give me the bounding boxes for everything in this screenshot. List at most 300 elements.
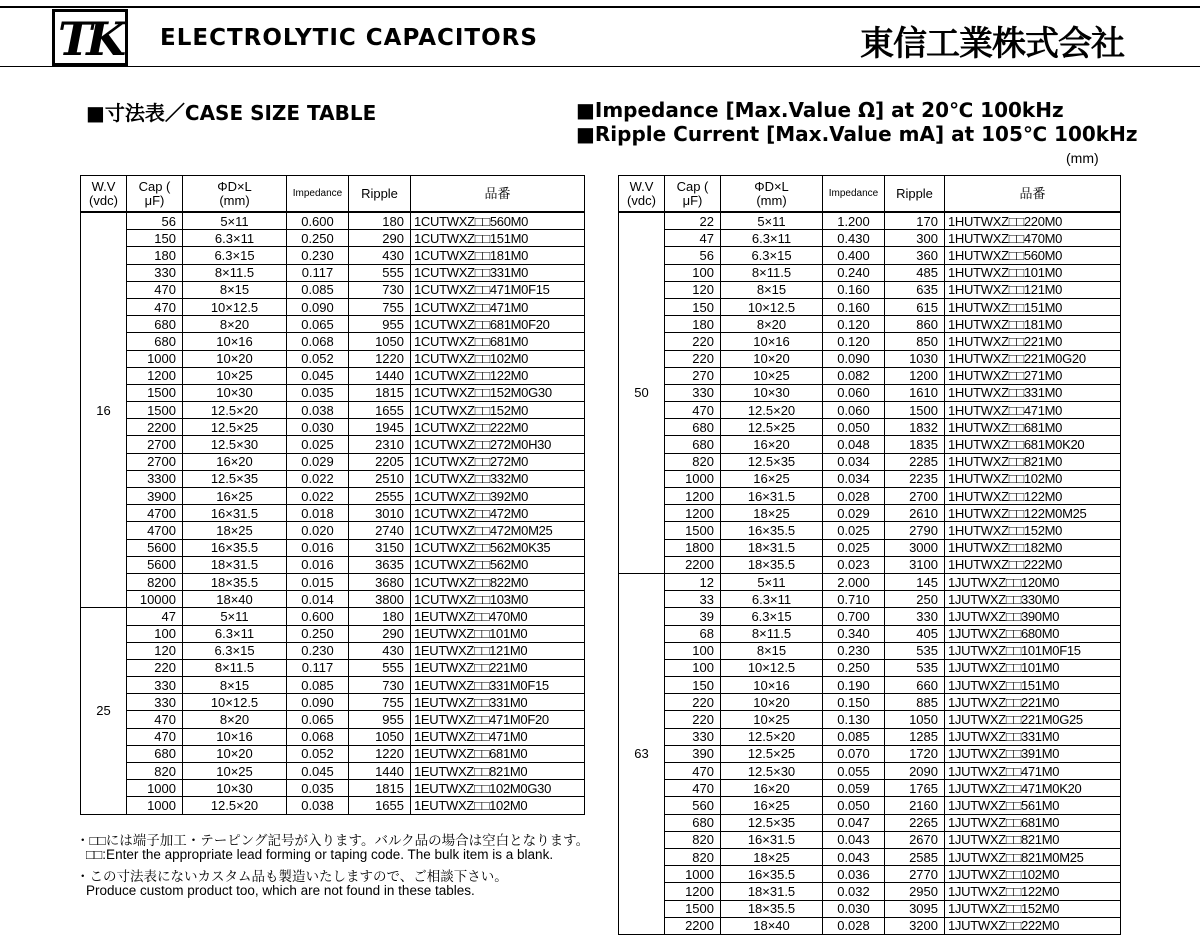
dimension-cell: 8×15 <box>721 281 823 298</box>
column-header: ΦD×L (mm) <box>721 176 823 213</box>
capacitance-cell: 2200 <box>665 917 721 934</box>
voltage-cell: 16 <box>81 212 127 608</box>
note-line-1: ・□□には端子加工・テーピング記号が入ります。バルク品の場合は空白となります。 <box>76 833 590 848</box>
impedance-cell: 2.000 <box>823 573 885 590</box>
table-row <box>619 711 1121 728</box>
table-row <box>81 659 585 676</box>
dimension-cell: 5×11 <box>721 573 823 590</box>
capacitance-cell: 1200 <box>665 505 721 522</box>
capacitance-cell: 56 <box>665 247 721 264</box>
table-row <box>619 367 1121 384</box>
dimension-cell: 10×25 <box>183 763 287 780</box>
ripple-cell: 2235 <box>885 470 945 487</box>
ripple-cell: 2790 <box>885 522 945 539</box>
capacitance-cell: 1800 <box>665 539 721 556</box>
dimension-cell: 10×25 <box>721 711 823 728</box>
dimension-cell: 10×20 <box>721 350 823 367</box>
impedance-cell: 0.014 <box>287 591 349 608</box>
ripple-cell: 2205 <box>349 453 411 470</box>
capacitance-cell: 220 <box>127 659 183 676</box>
ripple-cell: 850 <box>885 333 945 350</box>
impedance-heading: ■Impedance [Max.Value Ω] at 20℃ 100kHz <box>576 98 1064 122</box>
dimension-cell: 18×25 <box>721 505 823 522</box>
ripple-cell: 1285 <box>885 728 945 745</box>
dimension-cell: 8×11.5 <box>183 659 287 676</box>
impedance-cell: 0.028 <box>823 488 885 505</box>
table-row <box>81 419 585 436</box>
capacitance-cell: 680 <box>127 745 183 762</box>
impedance-cell: 0.240 <box>823 264 885 281</box>
ripple-cell: 1220 <box>349 745 411 762</box>
dimension-cell: 6.3×11 <box>721 591 823 608</box>
table-row <box>81 350 585 367</box>
table-row <box>81 281 585 298</box>
ripple-cell: 3680 <box>349 573 411 590</box>
table-row <box>81 797 585 814</box>
impedance-cell: 0.047 <box>823 814 885 831</box>
part-number-cell: 1CUTWXZ□□181M0 <box>411 247 585 264</box>
table-row <box>619 556 1121 573</box>
part-number-cell: 1HUTWXZ□□331M0 <box>945 384 1121 401</box>
ripple-cell: 1655 <box>349 797 411 814</box>
table-row <box>619 436 1121 453</box>
ripple-cell: 1835 <box>885 436 945 453</box>
ripple-cell: 180 <box>349 212 411 230</box>
dimension-cell: 16×25 <box>721 797 823 814</box>
part-number-cell: 1JUTWXZ□□221M0G25 <box>945 711 1121 728</box>
ripple-cell: 2670 <box>885 831 945 848</box>
dimension-cell: 16×31.5 <box>721 488 823 505</box>
impedance-cell: 0.710 <box>823 591 885 608</box>
capacitance-cell: 39 <box>665 608 721 625</box>
impedance-cell: 0.120 <box>823 316 885 333</box>
part-number-cell: 1CUTWXZ□□681M0F20 <box>411 316 585 333</box>
table-row <box>81 745 585 762</box>
ripple-cell: 1610 <box>885 384 945 401</box>
part-number-cell: 1CUTWXZ□□122M0 <box>411 367 585 384</box>
impedance-cell: 0.035 <box>287 384 349 401</box>
capacitance-cell: 5600 <box>127 556 183 573</box>
table-row <box>81 728 585 745</box>
capacitance-cell: 560 <box>665 797 721 814</box>
impedance-cell: 0.045 <box>287 367 349 384</box>
dimension-cell: 16×25 <box>721 470 823 487</box>
voltage-cell: 25 <box>81 608 127 814</box>
note-line-3: ・この寸法表にないカスタム品も製造いたしますので、ご相談下さい。 <box>76 869 508 884</box>
impedance-cell: 0.038 <box>287 402 349 419</box>
dimension-cell: 12.5×25 <box>721 745 823 762</box>
capacitance-cell: 270 <box>665 367 721 384</box>
dimension-cell: 8×20 <box>183 711 287 728</box>
capacitance-cell: 2200 <box>127 419 183 436</box>
table-row <box>619 780 1121 797</box>
capacitance-cell: 100 <box>665 264 721 281</box>
ripple-cell: 615 <box>885 298 945 315</box>
impedance-cell: 0.190 <box>823 677 885 694</box>
table-row <box>81 780 585 797</box>
part-number-cell: 1CUTWXZ□□392M0 <box>411 488 585 505</box>
capacitance-cell: 330 <box>127 677 183 694</box>
dimension-cell: 18×35.5 <box>183 573 287 590</box>
table-row <box>619 694 1121 711</box>
capacitance-cell: 5600 <box>127 539 183 556</box>
table-row <box>619 264 1121 281</box>
capacitance-cell: 330 <box>665 728 721 745</box>
ripple-cell: 955 <box>349 711 411 728</box>
capacitance-cell: 470 <box>665 402 721 419</box>
impedance-cell: 0.117 <box>287 659 349 676</box>
dimension-cell: 5×11 <box>183 608 287 625</box>
impedance-cell: 0.048 <box>823 436 885 453</box>
capacitance-cell: 1500 <box>127 402 183 419</box>
column-header: W.V (vdc) <box>619 176 665 213</box>
part-number-cell: 1JUTWXZ□□821M0 <box>945 831 1121 848</box>
capacitance-cell: 820 <box>665 831 721 848</box>
impedance-cell: 0.085 <box>287 677 349 694</box>
table-row <box>619 281 1121 298</box>
ripple-cell: 660 <box>885 677 945 694</box>
part-number-cell: 1JUTWXZ□□120M0 <box>945 573 1121 590</box>
capacitance-cell: 3900 <box>127 488 183 505</box>
part-number-cell: 1CUTWXZ□□222M0 <box>411 419 585 436</box>
ripple-cell: 2950 <box>885 883 945 900</box>
capacitance-cell: 680 <box>127 316 183 333</box>
capacitance-cell: 1200 <box>127 367 183 384</box>
impedance-cell: 0.018 <box>287 505 349 522</box>
table-row <box>619 539 1121 556</box>
capacitance-cell: 4700 <box>127 522 183 539</box>
impedance-cell: 0.050 <box>823 797 885 814</box>
column-header: 品番 <box>411 176 585 213</box>
ripple-cell: 430 <box>349 247 411 264</box>
part-number-cell: 1HUTWXZ□□471M0 <box>945 402 1121 419</box>
dimension-cell: 12.5×35 <box>721 453 823 470</box>
impedance-cell: 0.023 <box>823 556 885 573</box>
impedance-cell: 0.065 <box>287 711 349 728</box>
impedance-cell: 0.052 <box>287 350 349 367</box>
header-row <box>81 176 585 213</box>
ripple-cell: 2770 <box>885 866 945 883</box>
table-row <box>619 900 1121 917</box>
table-row <box>81 264 585 281</box>
table-row <box>81 384 585 401</box>
table-row <box>619 212 1121 230</box>
impedance-cell: 0.016 <box>287 539 349 556</box>
impedance-cell: 0.050 <box>823 419 885 436</box>
capacitance-cell: 100 <box>665 659 721 676</box>
table-row <box>81 333 585 350</box>
ripple-cell: 145 <box>885 573 945 590</box>
impedance-cell: 0.400 <box>823 247 885 264</box>
capacitance-cell: 1000 <box>665 866 721 883</box>
capacitance-cell: 150 <box>665 298 721 315</box>
impedance-cell: 1.200 <box>823 212 885 230</box>
note-line-4: Produce custom product too, which are not found in these tables. <box>86 883 475 898</box>
dimension-cell: 8×15 <box>183 677 287 694</box>
part-number-cell: 1HUTWXZ□□222M0 <box>945 556 1121 573</box>
table-row <box>81 642 585 659</box>
part-number-cell: 1EUTWXZ□□101M0 <box>411 625 585 642</box>
part-number-cell: 1HUTWXZ□□470M0 <box>945 230 1121 247</box>
part-number-cell: 1CUTWXZ□□472M0 <box>411 505 585 522</box>
logo-text: TK <box>58 12 121 66</box>
impedance-cell: 0.035 <box>287 780 349 797</box>
dimension-cell: 10×16 <box>183 728 287 745</box>
part-number-cell: 1JUTWXZ□□390M0 <box>945 608 1121 625</box>
dimension-cell: 10×12.5 <box>721 659 823 676</box>
impedance-cell: 0.085 <box>287 281 349 298</box>
ripple-cell: 3150 <box>349 539 411 556</box>
impedance-cell: 0.230 <box>287 642 349 659</box>
impedance-cell: 0.090 <box>823 350 885 367</box>
table-body <box>81 212 585 814</box>
impedance-cell: 0.160 <box>823 281 885 298</box>
ripple-cell: 3010 <box>349 505 411 522</box>
part-number-cell: 1EUTWXZ□□821M0 <box>411 763 585 780</box>
table-row <box>81 453 585 470</box>
impedance-cell: 0.085 <box>823 728 885 745</box>
ripple-cell: 360 <box>885 247 945 264</box>
impedance-cell: 0.015 <box>287 573 349 590</box>
capacitance-cell: 150 <box>127 230 183 247</box>
table-row <box>619 848 1121 865</box>
capacitance-cell: 3300 <box>127 470 183 487</box>
ripple-cell: 1050 <box>349 333 411 350</box>
impedance-cell: 0.043 <box>823 831 885 848</box>
dimension-cell: 18×31.5 <box>183 556 287 573</box>
table-row <box>81 711 585 728</box>
impedance-cell: 0.068 <box>287 728 349 745</box>
capacitance-cell: 1500 <box>127 384 183 401</box>
ripple-cell: 1030 <box>885 350 945 367</box>
dimension-cell: 10×12.5 <box>721 298 823 315</box>
dimension-cell: 18×35.5 <box>721 900 823 917</box>
header-rule-top <box>0 6 1200 8</box>
ripple-cell: 755 <box>349 298 411 315</box>
table-header <box>81 176 585 213</box>
capacitance-cell: 33 <box>665 591 721 608</box>
dimension-cell: 10×16 <box>721 333 823 350</box>
voltage-cell: 63 <box>619 573 665 934</box>
part-number-cell: 1CUTWXZ□□151M0 <box>411 230 585 247</box>
table-row <box>81 298 585 315</box>
table-row <box>619 814 1121 831</box>
header-row <box>619 176 1121 213</box>
part-number-cell: 1CUTWXZ□□681M0 <box>411 333 585 350</box>
ripple-cell: 330 <box>885 608 945 625</box>
capacitance-cell: 220 <box>665 350 721 367</box>
capacitance-cell: 2700 <box>127 453 183 470</box>
table-row <box>81 625 585 642</box>
part-number-cell: 1JUTWXZ□□122M0 <box>945 883 1121 900</box>
capacitance-cell: 1000 <box>127 797 183 814</box>
table-row <box>619 677 1121 694</box>
part-number-cell: 1EUTWXZ□□121M0 <box>411 642 585 659</box>
ripple-cell: 2740 <box>349 522 411 539</box>
dimension-cell: 6.3×15 <box>721 608 823 625</box>
dimension-cell: 10×25 <box>721 367 823 384</box>
dimension-cell: 10×30 <box>183 780 287 797</box>
table-row <box>81 591 585 608</box>
capacitance-cell: 100 <box>127 625 183 642</box>
part-number-cell: 1CUTWXZ□□152M0 <box>411 402 585 419</box>
part-number-cell: 1JUTWXZ□□101M0 <box>945 659 1121 676</box>
part-number-cell: 1HUTWXZ□□181M0 <box>945 316 1121 333</box>
capacitance-cell: 2200 <box>665 556 721 573</box>
table-row <box>81 470 585 487</box>
part-number-cell: 1HUTWXZ□□681M0 <box>945 419 1121 436</box>
table-row <box>619 384 1121 401</box>
capacitance-cell: 1500 <box>665 900 721 917</box>
ripple-cell: 1945 <box>349 419 411 436</box>
part-number-cell: 1HUTWXZ□□122M0 <box>945 488 1121 505</box>
ripple-cell: 2700 <box>885 488 945 505</box>
impedance-cell: 0.120 <box>823 333 885 350</box>
dimension-cell: 5×11 <box>183 212 287 230</box>
impedance-cell: 0.029 <box>823 505 885 522</box>
capacitance-cell: 470 <box>665 763 721 780</box>
ripple-cell: 1500 <box>885 402 945 419</box>
part-number-cell: 1HUTWXZ□□221M0G20 <box>945 350 1121 367</box>
column-header: Cap ( μF) <box>665 176 721 213</box>
ripple-cell: 2585 <box>885 848 945 865</box>
dimension-cell: 16×35.5 <box>721 522 823 539</box>
part-number-cell: 1JUTWXZ□□680M0 <box>945 625 1121 642</box>
table-row <box>81 694 585 711</box>
ripple-cell: 300 <box>885 230 945 247</box>
table-row <box>619 402 1121 419</box>
impedance-cell: 0.130 <box>823 711 885 728</box>
dimension-cell: 12.5×30 <box>721 763 823 780</box>
ripple-cell: 290 <box>349 625 411 642</box>
capacitance-cell: 1000 <box>665 470 721 487</box>
ripple-cell: 180 <box>349 608 411 625</box>
dimension-cell: 18×31.5 <box>721 883 823 900</box>
part-number-cell: 1EUTWXZ□□102M0G30 <box>411 780 585 797</box>
dimension-cell: 6.3×15 <box>183 642 287 659</box>
dimension-cell: 12.5×20 <box>721 728 823 745</box>
dimension-cell: 8×11.5 <box>721 625 823 642</box>
ripple-cell: 535 <box>885 659 945 676</box>
impedance-cell: 0.036 <box>823 866 885 883</box>
dimension-cell: 16×25 <box>183 488 287 505</box>
column-header: ΦD×L (mm) <box>183 176 287 213</box>
dimension-cell: 18×25 <box>183 522 287 539</box>
impedance-cell: 0.025 <box>287 436 349 453</box>
ripple-cell: 555 <box>349 659 411 676</box>
ripple-cell: 1832 <box>885 419 945 436</box>
capacitance-cell: 8200 <box>127 573 183 590</box>
table-row <box>81 367 585 384</box>
dimension-cell: 16×20 <box>721 780 823 797</box>
capacitance-cell: 680 <box>127 333 183 350</box>
part-number-cell: 1JUTWXZ□□391M0 <box>945 745 1121 762</box>
part-number-cell: 1HUTWXZ□□101M0 <box>945 264 1121 281</box>
table-row <box>619 488 1121 505</box>
capacitance-cell: 1200 <box>665 488 721 505</box>
capacitance-cell: 820 <box>127 763 183 780</box>
header-rule-bottom <box>0 66 1200 67</box>
ripple-cell: 2310 <box>349 436 411 453</box>
part-number-cell: 1JUTWXZ□□102M0 <box>945 866 1121 883</box>
part-number-cell: 1EUTWXZ□□102M0 <box>411 797 585 814</box>
ripple-cell: 3100 <box>885 556 945 573</box>
capacitance-cell: 22 <box>665 212 721 230</box>
table-row <box>81 505 585 522</box>
dimension-cell: 8×20 <box>183 316 287 333</box>
impedance-cell: 0.028 <box>823 917 885 934</box>
capacitance-cell: 470 <box>665 780 721 797</box>
table-row <box>81 212 585 230</box>
part-number-cell: 1CUTWXZ□□562M0 <box>411 556 585 573</box>
part-number-cell: 1HUTWXZ□□821M0 <box>945 453 1121 470</box>
part-number-cell: 1EUTWXZ□□471M0F20 <box>411 711 585 728</box>
capacitance-cell: 470 <box>127 298 183 315</box>
part-number-cell: 1JUTWXZ□□471M0K20 <box>945 780 1121 797</box>
dimension-cell: 6.3×11 <box>721 230 823 247</box>
part-number-cell: 1CUTWXZ□□152M0G30 <box>411 384 585 401</box>
ripple-cell: 1655 <box>349 402 411 419</box>
dimension-cell: 16×31.5 <box>183 505 287 522</box>
capacitance-cell: 4700 <box>127 505 183 522</box>
impedance-cell: 0.052 <box>287 745 349 762</box>
table-row <box>81 402 585 419</box>
table-row <box>81 247 585 264</box>
impedance-cell: 0.250 <box>287 625 349 642</box>
case-size-table-left <box>80 175 585 815</box>
ripple-cell: 3635 <box>349 556 411 573</box>
part-number-cell: 1EUTWXZ□□681M0 <box>411 745 585 762</box>
part-number-cell: 1JUTWXZ□□101M0F15 <box>945 642 1121 659</box>
ripple-cell: 730 <box>349 281 411 298</box>
capacitance-cell: 220 <box>665 333 721 350</box>
capacitance-cell: 68 <box>665 625 721 642</box>
ripple-cell: 1050 <box>885 711 945 728</box>
table-row <box>619 866 1121 883</box>
part-number-cell: 1CUTWXZ□□102M0 <box>411 350 585 367</box>
part-number-cell: 1JUTWXZ□□151M0 <box>945 677 1121 694</box>
ripple-heading: ■Ripple Current [Max.Value mA] at 105℃ 100kHz <box>576 122 1138 146</box>
part-number-cell: 1JUTWXZ□□471M0 <box>945 763 1121 780</box>
impedance-cell: 0.034 <box>823 470 885 487</box>
table-row <box>619 298 1121 315</box>
column-header: Impedance <box>823 176 885 213</box>
capacitance-cell: 120 <box>127 642 183 659</box>
ripple-cell: 1440 <box>349 367 411 384</box>
impedance-cell: 0.090 <box>287 298 349 315</box>
table-row <box>81 488 585 505</box>
ripple-cell: 555 <box>349 264 411 281</box>
part-number-cell: 1HUTWXZ□□182M0 <box>945 539 1121 556</box>
capacitance-cell: 150 <box>665 677 721 694</box>
ripple-cell: 485 <box>885 264 945 281</box>
part-number-cell: 1JUTWXZ□□152M0 <box>945 900 1121 917</box>
dimension-cell: 12.5×30 <box>183 436 287 453</box>
capacitance-cell: 1000 <box>127 780 183 797</box>
impedance-cell: 0.059 <box>823 780 885 797</box>
ripple-cell: 1815 <box>349 780 411 797</box>
impedance-cell: 0.034 <box>823 453 885 470</box>
dimension-cell: 10×12.5 <box>183 298 287 315</box>
part-number-cell: 1CUTWXZ□□472M0M25 <box>411 522 585 539</box>
dimension-cell: 6.3×11 <box>183 230 287 247</box>
ripple-cell: 1200 <box>885 367 945 384</box>
table-row <box>619 745 1121 762</box>
ripple-cell: 1815 <box>349 384 411 401</box>
table-row <box>619 763 1121 780</box>
impedance-cell: 0.230 <box>823 642 885 659</box>
dimension-cell: 8×11.5 <box>183 264 287 281</box>
